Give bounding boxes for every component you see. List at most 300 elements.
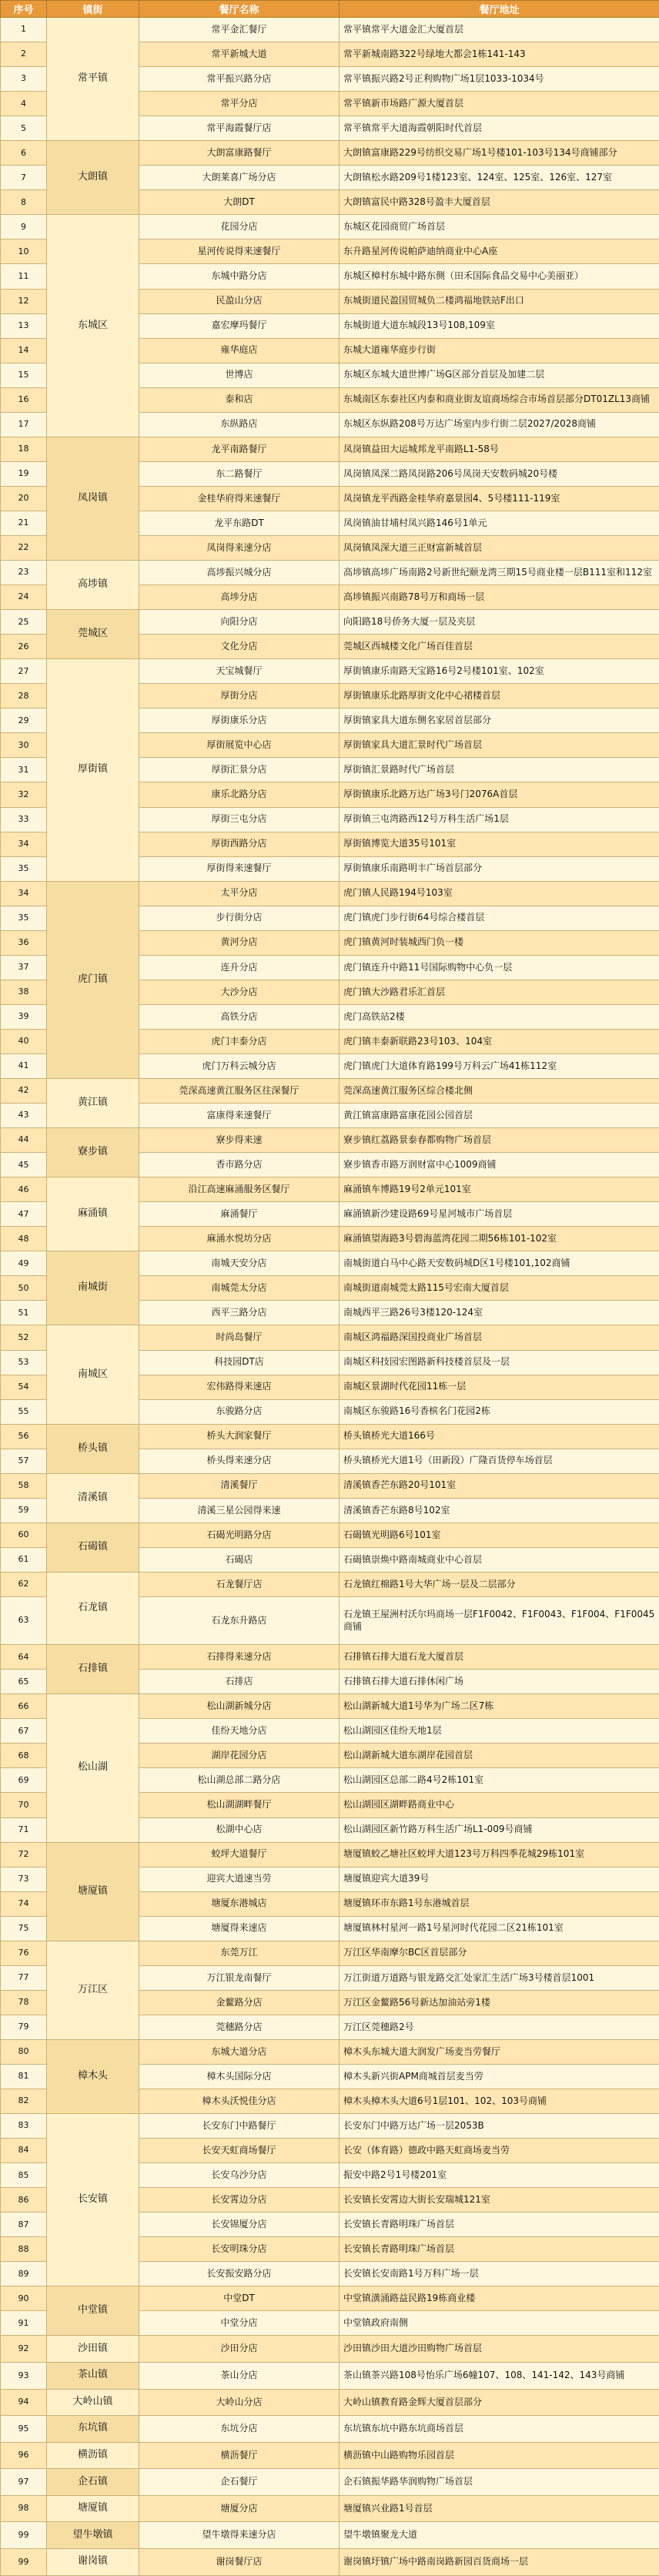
restaurant-name: 沿江高速麻涌服务区餐厅 <box>139 1177 340 1202</box>
row-number: 35 <box>1 906 47 930</box>
restaurant-name: 东莞万江 <box>139 1941 340 1965</box>
restaurant-address: 麻涌镇车博路19号2单元101室 <box>340 1177 659 1202</box>
restaurant-address: 东升路星河传说帕萨迪纳商业中心A座 <box>340 240 659 264</box>
restaurant-address: 振安中路2号1号楼201室 <box>340 2163 659 2188</box>
restaurant-name: 麻涌水悦坊分店 <box>139 1227 340 1251</box>
row-number: 65 <box>1 1670 47 1694</box>
town-cell: 塘厦镇 <box>47 2495 139 2522</box>
restaurant-name: 桥头得来速分店 <box>139 1449 340 1473</box>
restaurant-name: 长安锦厦分店 <box>139 2213 340 2237</box>
restaurant-name: 清溪餐厅 <box>139 1473 340 1498</box>
row-number: 41 <box>1 1054 47 1078</box>
row-number: 27 <box>1 659 47 684</box>
restaurant-name: 谢岗餐厅店 <box>139 2548 340 2575</box>
restaurant-name: 天宝城餐厅 <box>139 659 340 684</box>
table-row <box>1 2548 659 2575</box>
restaurant-address: 企石镇振华路华润购物广场首层 <box>340 2469 659 2496</box>
restaurant-name: 沙田分店 <box>139 2336 340 2363</box>
restaurant-address: 石龙镇红棉路1号大华广场一层及二层部分 <box>340 1572 659 1596</box>
restaurant-name: 莞穗路分店 <box>139 2015 340 2039</box>
restaurant-name: 望牛墩得来速分店 <box>139 2522 340 2549</box>
row-number: 81 <box>1 2064 47 2089</box>
restaurant-address: 东城区东纵路208号万达广场室内步行街二层2027/2028商铺 <box>340 412 659 437</box>
table-row <box>1 2114 659 2139</box>
restaurant-name: 松山湖总部二路分店 <box>139 1768 340 1793</box>
row-number: 90 <box>1 2286 47 2311</box>
restaurant-name: 迎宾大道速当劳 <box>139 1867 340 1891</box>
restaurant-name: 嘉宏摩玛餐厅 <box>139 313 340 338</box>
column-header-address: 餐厅地址 <box>340 1 659 18</box>
restaurant-name: 石龙东升路店 <box>139 1597 340 1645</box>
restaurant-name: 文化分店 <box>139 635 340 659</box>
restaurant-address: 松山湖新城大道1号华为广场二区7栋 <box>340 1694 659 1719</box>
restaurant-name: 凤岗得来速分店 <box>139 535 340 560</box>
restaurant-name: 龙平东路DT <box>139 511 340 535</box>
table-body <box>1 18 659 2576</box>
row-number: 71 <box>1 1817 47 1842</box>
town-cell: 塘厦镇 <box>47 1842 139 1941</box>
restaurant-address: 凤岗镇凤深二路凤岗路206号凤岗天安数码城20号楼 <box>340 461 659 486</box>
row-number: 46 <box>1 1177 47 1202</box>
row-number: 34 <box>1 832 47 856</box>
table-row <box>1 1572 659 1596</box>
row-number: 39 <box>1 1004 47 1029</box>
table-row <box>1 1177 659 1202</box>
restaurant-address: 石龙镇王屋洲村沃尔玛商场一层F1F0042、F1F0043、F1F004、F1F0045商铺 <box>340 1597 659 1645</box>
restaurant-address: 大朗镇富康路229号纺织交易广场1号楼101-103号134号商铺部分 <box>340 141 659 166</box>
restaurant-address: 南城区科技园宏图路新科技楼首层及一层 <box>340 1350 659 1375</box>
restaurant-name: 太平分店 <box>139 881 340 906</box>
restaurant-name: 莞深高速黄江服务区往深餐厅 <box>139 1079 340 1104</box>
restaurant-address: 松山湖园区佳纷天地1层 <box>340 1719 659 1744</box>
table-row <box>1 610 659 635</box>
town-cell: 石碣镇 <box>47 1522 139 1572</box>
restaurant-address: 虎门镇虎门大道体育路199号万科云广场41栋112室 <box>340 1054 659 1078</box>
restaurant-address: 麻涌镇望海路3号碧海蓝湾花园二期56栋101-102室 <box>340 1227 659 1251</box>
table-row <box>1 1424 659 1449</box>
restaurant-address: 茶山镇茶兴路108号怡乐广场6幢107、108、141-142、143号商铺 <box>340 2363 659 2390</box>
row-number: 15 <box>1 363 47 387</box>
row-number: 51 <box>1 1301 47 1325</box>
restaurant-address: 谢岗镇圩镇广场中路南岗路新园百货商场一层 <box>340 2548 659 2575</box>
restaurant-address: 望牛墩镇聚龙大道 <box>340 2522 659 2549</box>
restaurant-name: 厚街分店 <box>139 684 340 708</box>
restaurant-name: 桥头大润家餐厅 <box>139 1424 340 1449</box>
restaurant-address: 凤岗镇凤深大道三正财富新城首层 <box>340 535 659 560</box>
restaurant-name: 东城中路分店 <box>139 264 340 289</box>
row-number: 17 <box>1 412 47 437</box>
town-cell: 茶山镇 <box>47 2363 139 2390</box>
restaurant-name: 佳纷天地分店 <box>139 1719 340 1744</box>
restaurant-name: 龙平南路餐厅 <box>139 437 340 461</box>
town-cell: 万江区 <box>47 1941 139 2039</box>
row-number: 28 <box>1 684 47 708</box>
row-number: 4 <box>1 92 47 116</box>
restaurant-name: 大朗莱喜广场分店 <box>139 166 340 190</box>
restaurant-address: 厚街镇康乐北路万达广场3号门2076A首层 <box>340 782 659 807</box>
restaurant-name: 塘厦得来速店 <box>139 1916 340 1941</box>
row-number: 73 <box>1 1867 47 1891</box>
restaurant-address: 长安（体育路）德政中路天虹商场麦当劳 <box>340 2139 659 2163</box>
restaurant-name: 厚街得来速餐厅 <box>139 856 340 881</box>
restaurant-name: 金鳌路分店 <box>139 1990 340 2015</box>
restaurant-address: 南城区景湖时代花园11栋一层 <box>340 1375 659 1399</box>
restaurant-name: 高埗分店 <box>139 585 340 610</box>
restaurant-address: 塘厦镇环市东路1号东港城首层 <box>340 1891 659 1916</box>
column-header-town: 镇街 <box>47 1 139 18</box>
row-number: 75 <box>1 1916 47 1941</box>
restaurant-name: 厚街三屯分店 <box>139 807 340 832</box>
restaurant-name: 长安东门中路餐厅 <box>139 2114 340 2139</box>
restaurant-name: 高埗振兴城分店 <box>139 561 340 585</box>
restaurant-address: 凤岗镇益田大运城邦龙平南路L1-58号 <box>340 437 659 461</box>
restaurant-address: 樟木头新兴街APM商城首层麦当劳 <box>340 2064 659 2089</box>
restaurant-address: 东城南区东泰社区内泰和商业街友谊商场综合市场首层部分DT01ZL13商铺 <box>340 387 659 412</box>
town-cell: 中堂镇 <box>47 2286 139 2336</box>
row-number: 3 <box>1 67 47 92</box>
restaurant-address: 厚街镇博览大道35号101室 <box>340 832 659 856</box>
row-number: 24 <box>1 585 47 610</box>
row-number: 88 <box>1 2237 47 2262</box>
town-cell: 横沥镇 <box>47 2442 139 2469</box>
restaurant-address: 石排镇石排大道石龙大厦首层 <box>340 1645 659 1670</box>
restaurant-address: 厚街镇康乐南路天宝路16号2号楼101室、102室 <box>340 659 659 684</box>
row-number: 13 <box>1 313 47 338</box>
table-row <box>1 2286 659 2311</box>
town-cell: 高埗镇 <box>47 561 139 610</box>
row-number: 50 <box>1 1276 47 1301</box>
restaurant-name: 松山湖新城分店 <box>139 1694 340 1719</box>
restaurant-address: 虎门镇人民路194号103室 <box>340 881 659 906</box>
restaurant-address: 塘厦镇林村星河一路1号星河时代花园二区21栋101室 <box>340 1916 659 1941</box>
restaurant-address: 东城街道民盈国贸城负二楼鸿福地铁站F出口 <box>340 289 659 313</box>
restaurant-address: 松山湖园区新竹路万科生活广场L1-009号商铺 <box>340 1817 659 1842</box>
row-number: 48 <box>1 1227 47 1251</box>
town-cell: 莞城区 <box>47 610 139 659</box>
restaurant-address: 虎门镇虎门步行街64号综合楼首层 <box>340 906 659 930</box>
row-number: 55 <box>1 1399 47 1424</box>
restaurant-address: 中堂镇潢涌路益民路19栋商业楼 <box>340 2286 659 2311</box>
restaurant-name: 长安振安路分店 <box>139 2262 340 2286</box>
restaurant-address: 常平镇新市场路广源大厦首层 <box>340 92 659 116</box>
restaurant-name: 中堂分店 <box>139 2311 340 2336</box>
restaurant-address: 东城大道雍华庭步行街 <box>340 338 659 363</box>
restaurant-name: 长安乌沙分店 <box>139 2163 340 2188</box>
row-number: 60 <box>1 1522 47 1547</box>
restaurant-name: 石碣店 <box>139 1547 340 1572</box>
town-cell: 清溪镇 <box>47 1473 139 1522</box>
town-cell: 南城街 <box>47 1251 139 1325</box>
restaurant-name: 花园分店 <box>139 215 340 240</box>
table-row <box>1 2363 659 2390</box>
restaurant-address: 长安镇长安南路1号万科广场一层 <box>340 2262 659 2286</box>
restaurant-address: 厚街镇康乐北路厚街文化中心裙楼首层 <box>340 684 659 708</box>
table-row <box>1 1079 659 1104</box>
row-number: 95 <box>1 2416 47 2443</box>
restaurant-name: 厚街康乐分店 <box>139 708 340 733</box>
row-number: 86 <box>1 2188 47 2213</box>
restaurant-name: 康乐北路分店 <box>139 782 340 807</box>
row-number: 76 <box>1 1941 47 1965</box>
row-number: 68 <box>1 1744 47 1768</box>
column-header-restaurant-name: 餐厅名称 <box>139 1 340 18</box>
row-number: 21 <box>1 511 47 535</box>
town-cell: 东城区 <box>47 215 139 437</box>
restaurant-name: 虎门丰泰分店 <box>139 1029 340 1054</box>
row-number: 99 <box>1 2522 47 2549</box>
restaurant-address: 清溪镇香芒东路8号102室 <box>340 1498 659 1522</box>
restaurant-name: 石碣光明路分店 <box>139 1522 340 1547</box>
restaurant-name: 常平分店 <box>139 92 340 116</box>
town-cell: 大朗镇 <box>47 141 139 215</box>
row-number: 33 <box>1 807 47 832</box>
restaurant-address: 石碣镇光明路6号101室 <box>340 1522 659 1547</box>
restaurant-address: 厚街镇家具大道东侧名家居首层部分 <box>340 708 659 733</box>
row-number: 6 <box>1 141 47 166</box>
town-cell: 桥头镇 <box>47 1424 139 1473</box>
row-number: 14 <box>1 338 47 363</box>
restaurant-address: 常平镇振兴路2号正利购物广场1层1033-1034号 <box>340 67 659 92</box>
row-number: 52 <box>1 1325 47 1350</box>
town-cell: 企石镇 <box>47 2469 139 2496</box>
row-number: 19 <box>1 461 47 486</box>
row-number: 22 <box>1 535 47 560</box>
town-cell: 虎门镇 <box>47 881 139 1078</box>
restaurant-address: 万江区莞穗路2号 <box>340 2015 659 2039</box>
restaurant-address: 沙田镇沙田大道沙田购物广场首层 <box>340 2336 659 2363</box>
restaurant-address: 长安镇长安霄边大街长安瑞城121室 <box>340 2188 659 2213</box>
restaurant-name: 长安明珠分店 <box>139 2237 340 2262</box>
restaurant-name: 南城天安分店 <box>139 1251 340 1276</box>
restaurant-address: 石排镇石排大道石排休闲广场 <box>340 1670 659 1694</box>
restaurant-name: 蛟坪大道餐厅 <box>139 1842 340 1867</box>
restaurant-address: 塘厦镇迎宾大道39号 <box>340 1867 659 1891</box>
table-row <box>1 1645 659 1670</box>
restaurant-name: 松山湖湖畔餐厅 <box>139 1793 340 1817</box>
town-cell: 厚街镇 <box>47 659 139 881</box>
table-row <box>1 215 659 240</box>
restaurant-address: 寮步镇红荔路景泰春都购物广场首层 <box>340 1128 659 1153</box>
table-row <box>1 1128 659 1153</box>
town-cell: 南城区 <box>47 1325 139 1424</box>
table-row <box>1 2389 659 2416</box>
restaurant-address: 万江街道万道路与银龙路交汇处家汇生活广场3号楼首层1001 <box>340 1965 659 1990</box>
row-number: 98 <box>1 2495 47 2522</box>
row-number: 78 <box>1 1990 47 2015</box>
town-cell: 常平镇 <box>47 18 139 141</box>
row-number: 83 <box>1 2114 47 2139</box>
table-row <box>1 1941 659 1965</box>
town-cell: 松山湖 <box>47 1694 139 1842</box>
restaurant-name: 塘厦东港城店 <box>139 1891 340 1916</box>
restaurant-address: 莞深高速黄江服务区综合楼北侧 <box>340 1079 659 1104</box>
restaurant-name: 中堂DT <box>139 2286 340 2311</box>
restaurant-address: 南城街道南城莞太路115号宏南大厦首层 <box>340 1276 659 1301</box>
restaurant-name: 东纵路店 <box>139 412 340 437</box>
town-cell: 寮步镇 <box>47 1128 139 1177</box>
table-header-row <box>1 1 659 18</box>
restaurant-address: 东城区东城大道世博广场G区部分首层及加建二层 <box>340 363 659 387</box>
town-cell: 长安镇 <box>47 2114 139 2286</box>
restaurant-address: 虎门高铁站2楼 <box>340 1004 659 1029</box>
table-row <box>1 1251 659 1276</box>
restaurant-address: 樟木头樟木头大道6号1层101、102、103号商铺 <box>340 2089 659 2114</box>
restaurant-address: 横沥镇中山路购物乐园首层 <box>340 2442 659 2469</box>
town-cell: 麻涌镇 <box>47 1177 139 1251</box>
restaurant-address: 桥头镇桥光大道1号（田新段）广隆百货停车场首层 <box>340 1449 659 1473</box>
restaurant-address: 中堂镇政府南侧 <box>340 2311 659 2336</box>
row-number: 11 <box>1 264 47 289</box>
table-row <box>1 659 659 684</box>
restaurant-name: 民盈山分店 <box>139 289 340 313</box>
row-number: 57 <box>1 1449 47 1473</box>
restaurant-name: 连升分店 <box>139 955 340 980</box>
restaurant-address: 常平新城南路322号绿地大都会1栋141-143 <box>340 42 659 67</box>
restaurant-address: 高埗镇高埗广场南路2号新世纪颐龙湾三期15号商业楼一层B111室和112室 <box>340 561 659 585</box>
town-cell: 东坑镇 <box>47 2416 139 2443</box>
row-number: 37 <box>1 955 47 980</box>
row-number: 25 <box>1 610 47 635</box>
restaurant-name: 科技园DT店 <box>139 1350 340 1375</box>
row-number: 99 <box>1 2548 47 2575</box>
restaurant-name: 大朗富康路餐厅 <box>139 141 340 166</box>
restaurant-address: 松山湖园区湖畔路商业中心 <box>340 1793 659 1817</box>
row-number: 30 <box>1 733 47 758</box>
table-row <box>1 1325 659 1350</box>
restaurant-name: 厚街西路分店 <box>139 832 340 856</box>
row-number: 61 <box>1 1547 47 1572</box>
restaurant-name: 厚街展览中心店 <box>139 733 340 758</box>
restaurant-address: 厚街镇汇景路时代广场首层 <box>340 758 659 782</box>
restaurant-address: 南城西平三路26号3楼120-124室 <box>340 1301 659 1325</box>
town-cell: 望牛墩镇 <box>47 2522 139 2549</box>
table-row <box>1 2469 659 2496</box>
restaurant-name: 麻涌餐厅 <box>139 1202 340 1227</box>
row-number: 62 <box>1 1572 47 1596</box>
row-number: 9 <box>1 215 47 240</box>
table-row <box>1 18 659 42</box>
restaurant-address: 清溪镇香芒东路20号101室 <box>340 1473 659 1498</box>
row-number: 56 <box>1 1424 47 1449</box>
restaurant-name: 横沥餐厅 <box>139 2442 340 2469</box>
restaurant-name: 香市路分店 <box>139 1153 340 1177</box>
row-number: 18 <box>1 437 47 461</box>
row-number: 43 <box>1 1104 47 1128</box>
restaurant-address: 万江区华南摩尔BC区首层部分 <box>340 1941 659 1965</box>
restaurant-address: 向阳路18号侨务大厦一层及夹层 <box>340 610 659 635</box>
row-number: 59 <box>1 1498 47 1522</box>
restaurant-name: 厚街汇景分店 <box>139 758 340 782</box>
restaurant-name: 湖岸花园分店 <box>139 1744 340 1768</box>
restaurant-address: 大朗镇富民中路328号盈丰大厦首层 <box>340 190 659 215</box>
restaurant-name: 茶山分店 <box>139 2363 340 2390</box>
town-cell: 黄江镇 <box>47 1079 139 1128</box>
row-number: 64 <box>1 1645 47 1670</box>
row-number: 49 <box>1 1251 47 1276</box>
restaurant-address: 长安镇长青路明珠广场首层 <box>340 2237 659 2262</box>
restaurant-name: 星河传说得来速餐厅 <box>139 240 340 264</box>
restaurant-name: 长安霄边分店 <box>139 2188 340 2213</box>
row-number: 77 <box>1 1965 47 1990</box>
restaurant-address: 虎门镇黄河时装城西门负一楼 <box>340 930 659 955</box>
row-number: 47 <box>1 1202 47 1227</box>
restaurant-address: 莞城区西城楼文化广场百佳首层 <box>340 635 659 659</box>
restaurant-name: 常平新城大道 <box>139 42 340 67</box>
table-row <box>1 561 659 585</box>
restaurant-name: 万江银龙南餐厅 <box>139 1965 340 1990</box>
restaurant-address: 长安镇长青路明珠广场首层 <box>340 2213 659 2237</box>
row-number: 44 <box>1 1128 47 1153</box>
row-number: 58 <box>1 1473 47 1498</box>
row-number: 35 <box>1 856 47 881</box>
table-row <box>1 1694 659 1719</box>
row-number: 34 <box>1 881 47 906</box>
restaurant-address: 东城区花园商贸广场首层 <box>340 215 659 240</box>
restaurant-address: 虎门镇大沙路君乐汇首层 <box>340 980 659 1004</box>
restaurant-name: 常平海霞餐厅店 <box>139 116 340 141</box>
restaurant-address: 长安东门中路万达广场一层2053B <box>340 2114 659 2139</box>
table-row <box>1 1842 659 1867</box>
town-cell: 石排镇 <box>47 1645 139 1694</box>
restaurant-address: 常平镇常平大道金汇大厦首层 <box>340 18 659 42</box>
restaurant-address: 虎门镇连升中路11号国际购物中心负一层 <box>340 955 659 980</box>
table-row <box>1 141 659 166</box>
row-number: 8 <box>1 190 47 215</box>
row-number: 66 <box>1 1694 47 1719</box>
restaurant-name: 南城莞太分店 <box>139 1276 340 1301</box>
restaurant-address: 樟木头东城大道大润发广场麦当劳餐厅 <box>340 2039 659 2064</box>
restaurant-name: 石排店 <box>139 1670 340 1694</box>
restaurant-address: 厚街镇家具大道汇景时代广场首层 <box>340 733 659 758</box>
row-number: 84 <box>1 2139 47 2163</box>
restaurant-name: 东坑分店 <box>139 2416 340 2443</box>
table-row <box>1 2416 659 2443</box>
table-row <box>1 1473 659 1498</box>
restaurant-address: 东坑镇东坑中路东坑商场首层 <box>340 2416 659 2443</box>
restaurant-name: 步行街分店 <box>139 906 340 930</box>
restaurant-name: 雍华庭店 <box>139 338 340 363</box>
table-row <box>1 2039 659 2064</box>
row-number: 32 <box>1 782 47 807</box>
town-cell: 石龙镇 <box>47 1572 139 1644</box>
restaurant-name: 东二路餐厅 <box>139 461 340 486</box>
restaurant-name: 宏伟路得来速店 <box>139 1375 340 1399</box>
row-number: 16 <box>1 387 47 412</box>
town-cell: 凤岗镇 <box>47 437 139 560</box>
restaurant-name: 金桂华府得来速餐厅 <box>139 486 340 511</box>
town-cell: 大岭山镇 <box>47 2389 139 2416</box>
restaurant-address: 凤岗镇龙平西路金桂华府嘉景园4、5号楼111-119室 <box>340 486 659 511</box>
restaurant-name: 塘厦分店 <box>139 2495 340 2522</box>
row-number: 26 <box>1 635 47 659</box>
row-number: 87 <box>1 2213 47 2237</box>
restaurant-address: 常平镇常平大道海霞朝阳时代首层 <box>340 116 659 141</box>
restaurant-address: 石碣镇崇焕中路南城商业中心首层 <box>340 1547 659 1572</box>
restaurant-name: 高铁分店 <box>139 1004 340 1029</box>
restaurant-address: 松山湖园区总部二路4号2栋101室 <box>340 1768 659 1793</box>
restaurant-name: 寮步得来速 <box>139 1128 340 1153</box>
restaurant-address: 塘厦镇兴业路1号首层 <box>340 2495 659 2522</box>
restaurant-name: 世博店 <box>139 363 340 387</box>
row-number: 20 <box>1 486 47 511</box>
restaurant-address: 万江区金鳌路56号新达加油站旁1楼 <box>340 1990 659 2015</box>
row-number: 7 <box>1 166 47 190</box>
restaurant-address: 南城街道白马中心路天安数码城D区1号楼101,102商铺 <box>340 1251 659 1276</box>
row-number: 38 <box>1 980 47 1004</box>
restaurant-address: 高埗镇振兴南路78号万和商场一层 <box>340 585 659 610</box>
row-number: 80 <box>1 2039 47 2064</box>
restaurant-name: 东骏路分店 <box>139 1399 340 1424</box>
